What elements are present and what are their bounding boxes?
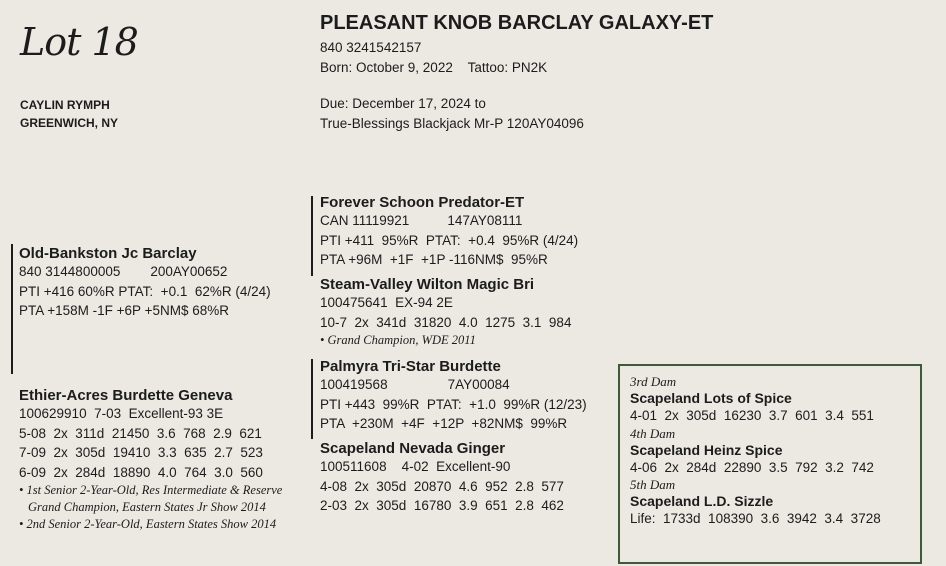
pedigree-line-left xyxy=(11,244,13,374)
sire-code: 200AY00652 xyxy=(150,264,228,279)
sire-sire-pti: PTI +411 95%R PTAT: +0.4 95%R (4/24) xyxy=(320,232,579,248)
due-line-1: Due: December 17, 2024 to xyxy=(320,96,486,111)
consignor-location: GREENWICH, NY xyxy=(20,116,119,130)
dam-sire-code: 7AY00084 xyxy=(447,377,510,392)
third-dam-record: 4-01 2x 305d 16230 3.7 601 3.4 551 xyxy=(630,408,874,423)
dam-dam-name: Scapeland Nevada Ginger xyxy=(320,440,506,457)
sire-dam-name: Steam-Valley Wilton Magic Bri xyxy=(320,276,535,293)
dam-sire-reg: 100419568 xyxy=(320,377,388,392)
animal-name: PLEASANT KNOB BARCLAY GALAXY-ET xyxy=(320,12,714,34)
dam-block xyxy=(19,387,282,533)
dam-name: Ethier-Acres Burdette Geneva xyxy=(19,387,233,404)
third-dam-name: Scapeland Lots of Spice xyxy=(630,390,792,406)
fourth-dam-name: Scapeland Heinz Spice xyxy=(630,441,783,458)
sire-dam-block xyxy=(320,276,571,349)
sire-reg: 840 3144800005 xyxy=(19,264,121,279)
sire-block xyxy=(19,245,271,321)
sire-sire-code: 147AY08111 xyxy=(447,213,523,228)
dam-sire-name: Palmyra Tri-Star Burdette xyxy=(320,358,501,375)
fifth-dam-label: 5th Dam xyxy=(630,477,676,492)
sire-sire-pta: PTA +96M +1F +1P -116NM$ 95%R xyxy=(320,252,548,267)
pedigree-line-dam xyxy=(311,359,313,439)
sire-sire-block xyxy=(320,194,578,270)
dam-sire-block xyxy=(320,358,587,434)
sire-sire-name: Forever Schoon Predator-ET xyxy=(320,194,525,211)
sire-pti: PTI +416 60%R PTAT: +0.1 62%R (4/24) xyxy=(19,283,271,299)
sire-dam-record: 10-7 2x 341d 31820 4.0 1275 3.1 984 xyxy=(320,314,572,330)
sire-dam-reg: 100475641 EX-94 2E xyxy=(320,295,453,310)
sire-sire-reg: CAN 11119921 xyxy=(320,213,410,228)
dam-dam-block xyxy=(320,440,564,516)
sire-name: Old-Bankston Jc Barclay xyxy=(19,245,197,262)
consignor-name: CAYLIN RYMPH xyxy=(20,98,110,112)
dam-record: 5-08 2x 311d 21450 3.6 768 2.9 621 xyxy=(19,425,262,441)
fifth-dam-name: Scapeland L.D. Sizzle xyxy=(630,493,774,509)
extended-dams xyxy=(630,374,881,529)
due-line-2: True-Blessings Blackjack Mr-P 120AY04096 xyxy=(320,115,584,131)
dam-record: 7-09 2x 305d 19410 3.3 635 2.7 523 xyxy=(19,445,263,460)
animal-born-tattoo: Born: October 9, 2022 Tattoo: PN2K xyxy=(320,59,548,75)
fourth-dam-record: 4-06 2x 284d 22890 3.5 792 3.2 742 xyxy=(630,459,874,475)
dam-honor: Grand Champion, Eastern States Jr Show 2014 xyxy=(28,500,266,514)
sire-pta: PTA +158M -1F +6P +5NM$ 68%R xyxy=(19,303,229,318)
pedigree-line-sire xyxy=(311,196,313,276)
dam-dam-record: 2-03 2x 305d 16780 3.9 651 2.8 462 xyxy=(320,498,564,513)
animal-header xyxy=(320,12,713,133)
dam-sire-pta: PTA +230M +4F +12P +82NM$ 99%R xyxy=(320,416,568,431)
fifth-dam-record: Life: 1733d 108390 3.6 3942 3.4 3728 xyxy=(630,511,881,526)
dam-dam-reg: 100511608 4-02 Excellent-90 xyxy=(320,459,511,474)
dam-record: 6-09 2x 284d 18890 4.0 764 3.0 560 xyxy=(19,464,263,480)
sire-dam-honor: • Grand Champion, WDE 2011 xyxy=(320,333,476,347)
dam-honor: • 1st Senior 2-Year-Old, Res Intermediate & Reserve xyxy=(19,483,283,497)
lot-number: Lot 18 xyxy=(20,20,138,64)
fourth-dam-label: 4th Dam xyxy=(630,425,676,441)
consignor xyxy=(20,96,118,132)
dam-reg: 100629910 7-03 Excellent-93 3E xyxy=(19,406,224,421)
dam-honor: • 2nd Senior 2-Year-Old, Eastern States Show 2014 xyxy=(19,517,277,531)
third-dam-label: 3rd Dam xyxy=(630,374,677,389)
animal-reg: 840 3241542157 xyxy=(320,40,422,55)
dam-sire-pti: PTI +443 99%R PTAT: +1.0 99%R (12/23) xyxy=(320,396,587,412)
dam-dam-record: 4-08 2x 305d 20870 4.6 952 2.8 577 xyxy=(320,478,564,494)
